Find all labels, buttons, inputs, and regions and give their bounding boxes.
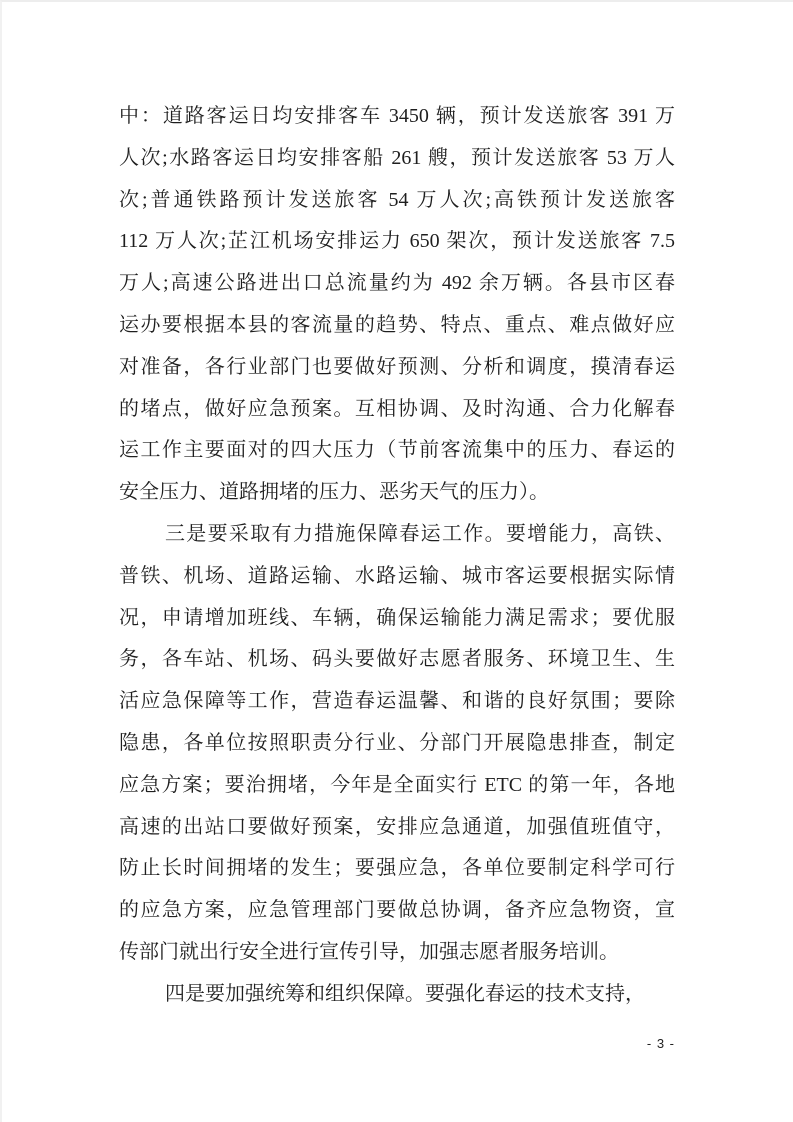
text-line: 高速的出站口要做好预案，安排应急通道，加强值班值守， (119, 815, 675, 838)
text-line: 运办要根据本县的客流量的趋势、特点、重点、难点做好应 (119, 313, 675, 336)
text-line: 运工作主要面对的四大压力（节前客流集中的压力、春运的 (119, 439, 675, 462)
text-line: 防止长时间拥堵的发生；要强应急，各单位要制定科学可行 (119, 857, 675, 880)
text-line paragraph-start: 四是要加强统筹和组织保障。要强化春运的技术支持， (165, 982, 645, 1005)
text-line: 次;普通铁路预计发送旅客 54 万人次;高铁预计发送旅客 (119, 188, 675, 211)
text-line: 普铁、机场、道路运输、水路运输、城市客运要根据实际情 (119, 564, 675, 587)
text-line: 的应急方案，应急管理部门要做总协调，备齐应急物资，宣 (119, 899, 675, 922)
page-number: - 3 - (646, 1036, 675, 1051)
text-line paragraph-end: 传部门就出行安全进行宣传引导，加强志愿者服务培训。 (119, 940, 619, 963)
text-line: 活应急保障等工作，营造春运温馨、和谐的良好氛围；要除 (119, 690, 675, 713)
text-line paragraph-start: 三是要采取有力措施保障春运工作。要增能力，高铁、 (165, 522, 675, 545)
document-body (119, 96, 675, 1016)
text-line: 万人;高速公路进出口总流量约为 492 余万辆。各县市区春 (119, 272, 675, 295)
text-line: 隐患，各单位按照职责分行业、分部门开展隐患排查，制定 (119, 731, 675, 754)
text-line: 对准备，各行业部门也要做好预测、分析和调度，摸清春运 (119, 355, 675, 378)
text-line: 的堵点，做好应急预案。互相协调、及时沟通、合力化解春 (119, 397, 675, 420)
text-line: 况，申请增加班线、车辆，确保运输能力满足需求；要优服 (119, 606, 675, 629)
text-line: 应急方案；要治拥堵，今年是全面实行 ETC 的第一年，各地 (119, 773, 675, 796)
text-line paragraph-end: 安全压力、道路拥堵的压力、恶劣天气的压力）。 (119, 481, 549, 504)
text-line: 务，各车站、机场、码头要做好志愿者服务、环境卫生、生 (119, 648, 675, 671)
text-line: 中：道路客运日均安排客车 3450 辆，预计发送旅客 391 万 (119, 105, 675, 127)
text-line: 112 万人次;芷江机场安排运力 650 架次，预计发送旅客 7.5 (119, 230, 675, 253)
text-line: 人次;水路客运日均安排客船 261 艘，预计发送旅客 53 万人 (119, 146, 675, 169)
